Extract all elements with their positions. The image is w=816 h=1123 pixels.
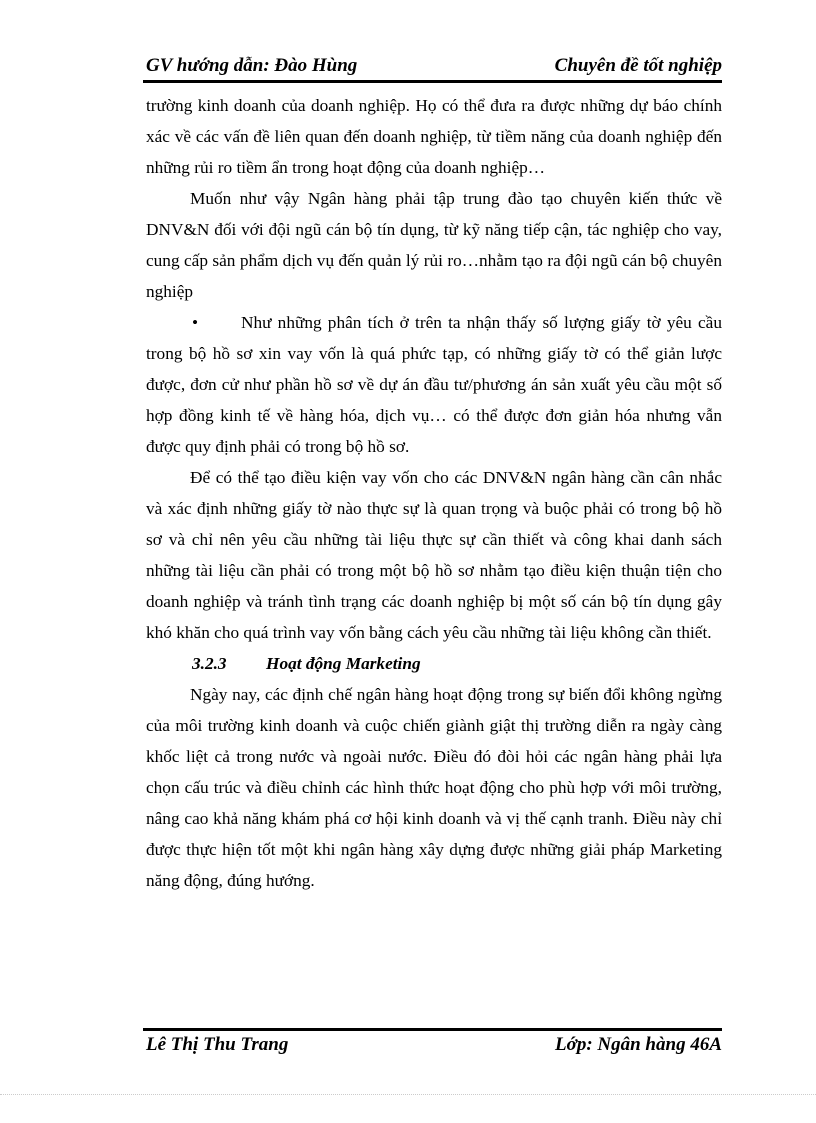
section-title: Hoạt động Marketing: [266, 654, 421, 673]
advisor-name: GV hướng dẫn: Đào Hùng: [146, 55, 358, 76]
bullet-icon: •: [192, 313, 199, 332]
author-name: Lê Thị Thu Trang: [146, 1034, 289, 1055]
page-header: [143, 54, 722, 83]
document-type: Chuyên đề tốt nghiệp: [554, 55, 722, 76]
page-edge-divider: [0, 1094, 816, 1095]
class-name: Lớp: Ngân hàng 46A: [555, 1034, 722, 1055]
paragraph-training: Muốn như vậy Ngân hàng phải tập trung đào tạo chuyên kiến thức về DNV&N đối với đội ngũ cán bộ tín dụng, từ kỹ năng tiếp cận, tác nghiệp cho vay, cung cấp sản phẩm dịch vụ đến quản lý rủi ro…nhằm tạo ra đội ngũ cán bộ chuyên nghiệp: [146, 189, 722, 301]
paragraph-documents: Để có thể tạo điều kiện vay vốn cho các DNV&N ngân hàng cần cân nhắc và xác định những giấy tờ nào thực sự là quan trọng và buộc phải có trong bộ hồ sơ và chỉ nên yêu cầu những tài liệu thực sự cần thiết và công khai danh sách những tài liệu cần phải có trong một bộ hồ sơ nhằm tạo điều kiện thuận tiện cho doanh nghiệp và tránh tình trạng các doanh nghiệp bị một số cán bộ tín dụng gây khó khăn cho quá trình vay vốn bằng cách yêu cầu những tài liệu không cần thiết.: [146, 468, 722, 642]
bullet-text: Như những phân tích ở trên ta nhận thấy số lượng giấy tờ yêu cầu trong bộ hồ sơ xin vay vốn là quá phức tạp, có những giấy tờ có thể giản lược được, đơn cử như phần hồ sơ về dự án đầu tư/phương án sản xuất yêu cầu một số hợp đồng kinh tế về hàng hóa, dịch vụ… có thể được đơn giản hóa nhưng vẫn được quy định phải có trong bộ hồ sơ.: [146, 313, 722, 456]
section-number: 3.2.3: [192, 654, 227, 673]
paragraph-marketing: Ngày nay, các định chế ngân hàng hoạt động trong sự biến đổi không ngừng của môi trường kinh doanh và cuộc chiến giành giật thị trường diễn ra ngày càng khốc liệt cả trong nước và ngoài nước. Điều đó đòi hỏi các ngân hàng phải lựa chọn cấu trúc và điều chỉnh các hình thức hoạt động cho phù hợp với môi trường, nâng cao khả năng khám phá cơ hội kinh doanh và vị thế cạnh tranh. Điều này chỉ được thực hiện tốt một khi ngân hàng xây dựng được những giải pháp Marketing năng động, đúng hướng.: [146, 685, 722, 890]
paragraph-continued: trường kinh doanh của doanh nghiệp. Họ có thể đưa ra được những dự báo chính xác về các vấn đề liên quan đến doanh nghiệp, từ tiềm năng của doanh nghiệp đến những rủi ro tiềm ẩn trong hoạt động của doanh nghiệp…: [146, 96, 722, 177]
section-heading: [146, 648, 722, 679]
page-footer: [143, 1028, 722, 1057]
page-body: [146, 90, 722, 896]
bullet-paragraph: [146, 307, 722, 462]
